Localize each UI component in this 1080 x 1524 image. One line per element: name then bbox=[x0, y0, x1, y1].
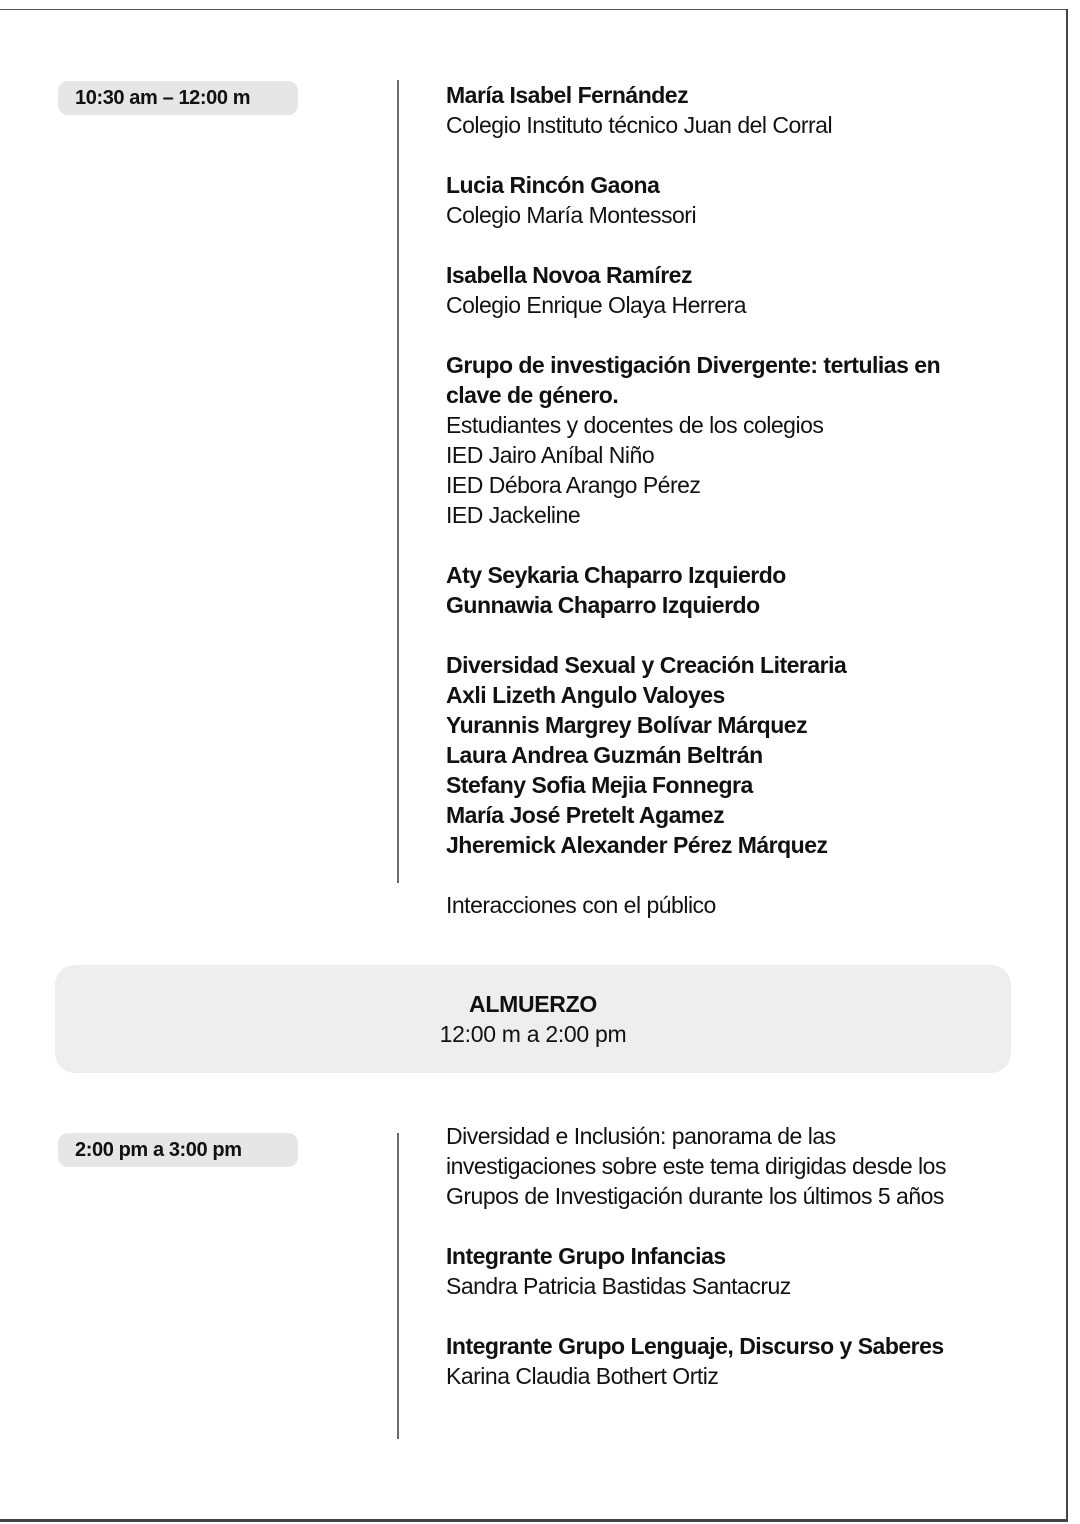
entry-heading: Yurannis Margrey Bolívar Márquez bbox=[446, 712, 808, 738]
entry-detail: Sandra Patricia Bastidas Santacruz bbox=[446, 1273, 791, 1299]
entry-detail: IED Jackeline bbox=[446, 502, 581, 528]
lunch-break-box bbox=[55, 965, 1011, 1073]
entry-detail: Colegio Enrique Olaya Herrera bbox=[446, 292, 746, 318]
program-entry bbox=[446, 560, 1046, 620]
entry-heading: Laura Andrea Guzmán Beltrán bbox=[446, 742, 763, 768]
program-entry bbox=[446, 80, 1046, 140]
session-2-divider bbox=[397, 1133, 399, 1439]
lunch-time: 12:00 m a 2:00 pm bbox=[439, 1021, 627, 1047]
entry-detail: Colegio María Montessori bbox=[446, 202, 697, 228]
entry-heading: Aty Seykaria Chaparro Izquierdo bbox=[446, 562, 786, 588]
entry-heading: Axli Lizeth Angulo Valoyes bbox=[446, 682, 725, 708]
entry-detail: Colegio Instituto técnico Juan del Corral bbox=[446, 112, 833, 138]
program-entry bbox=[446, 350, 1046, 530]
page-border-bottom bbox=[0, 1519, 1068, 1522]
entry-spacer bbox=[446, 320, 1046, 350]
entry-spacer bbox=[446, 1211, 1046, 1241]
entry-detail: Grupos de Investigación durante los últimos 5 años bbox=[446, 1183, 944, 1209]
entry-heading: Isabella Novoa Ramírez bbox=[446, 262, 692, 288]
entry-heading: clave de género. bbox=[446, 382, 619, 408]
entry-heading: Grupo de investigación Divergente: tertulias en bbox=[446, 352, 941, 378]
session-2-speakers bbox=[446, 1121, 1046, 1391]
session-2-time-badge: 2:00 pm a 3:00 pm bbox=[58, 1133, 298, 1167]
lunch-title: ALMUERZO bbox=[469, 991, 597, 1017]
session-1-speakers bbox=[446, 80, 1046, 920]
entry-spacer bbox=[446, 140, 1046, 170]
entry-detail: IED Débora Arango Pérez bbox=[446, 472, 701, 498]
entry-spacer bbox=[446, 530, 1046, 560]
program-entry bbox=[446, 1121, 1046, 1211]
entry-heading: Integrante Grupo Infancias bbox=[446, 1243, 726, 1269]
program-entry bbox=[446, 650, 1046, 860]
entry-heading: Diversidad Sexual y Creación Literaria bbox=[446, 652, 847, 678]
entry-spacer bbox=[446, 860, 1046, 890]
session-1-divider bbox=[397, 80, 399, 883]
entry-spacer bbox=[446, 1301, 1046, 1331]
entry-detail: IED Jairo Aníbal Niño bbox=[446, 442, 655, 468]
entry-detail: Interacciones con el público bbox=[446, 892, 716, 918]
program-entry bbox=[446, 260, 1046, 320]
page-border-top bbox=[0, 9, 1068, 10]
entry-heading: Gunnawia Chaparro Izquierdo bbox=[446, 592, 760, 618]
entry-heading: María José Pretelt Agamez bbox=[446, 802, 725, 828]
entry-heading: Integrante Grupo Lenguaje, Discurso y Saberes bbox=[446, 1333, 944, 1359]
program-entry bbox=[446, 1241, 1046, 1301]
entry-detail: Diversidad e Inclusión: panorama de las bbox=[446, 1123, 836, 1149]
session-1-time-badge: 10:30 am – 12:00 m bbox=[58, 81, 298, 115]
entry-spacer bbox=[446, 230, 1046, 260]
entry-heading: Jheremick Alexander Pérez Márquez bbox=[446, 832, 828, 858]
program-entry bbox=[446, 170, 1046, 230]
entry-heading: María Isabel Fernández bbox=[446, 82, 689, 108]
page-border-right bbox=[1066, 9, 1068, 1521]
entry-heading: Stefany Sofia Mejia Fonnegra bbox=[446, 772, 753, 798]
entry-detail: Karina Claudia Bothert Ortiz bbox=[446, 1363, 719, 1389]
entry-detail: Estudiantes y docentes de los colegios bbox=[446, 412, 824, 438]
program-entry bbox=[446, 1331, 1046, 1391]
entry-detail: investigaciones sobre este tema dirigidas desde los bbox=[446, 1153, 946, 1179]
entry-spacer bbox=[446, 620, 1046, 650]
entry-heading: Lucia Rincón Gaona bbox=[446, 172, 660, 198]
program-entry bbox=[446, 890, 1046, 920]
